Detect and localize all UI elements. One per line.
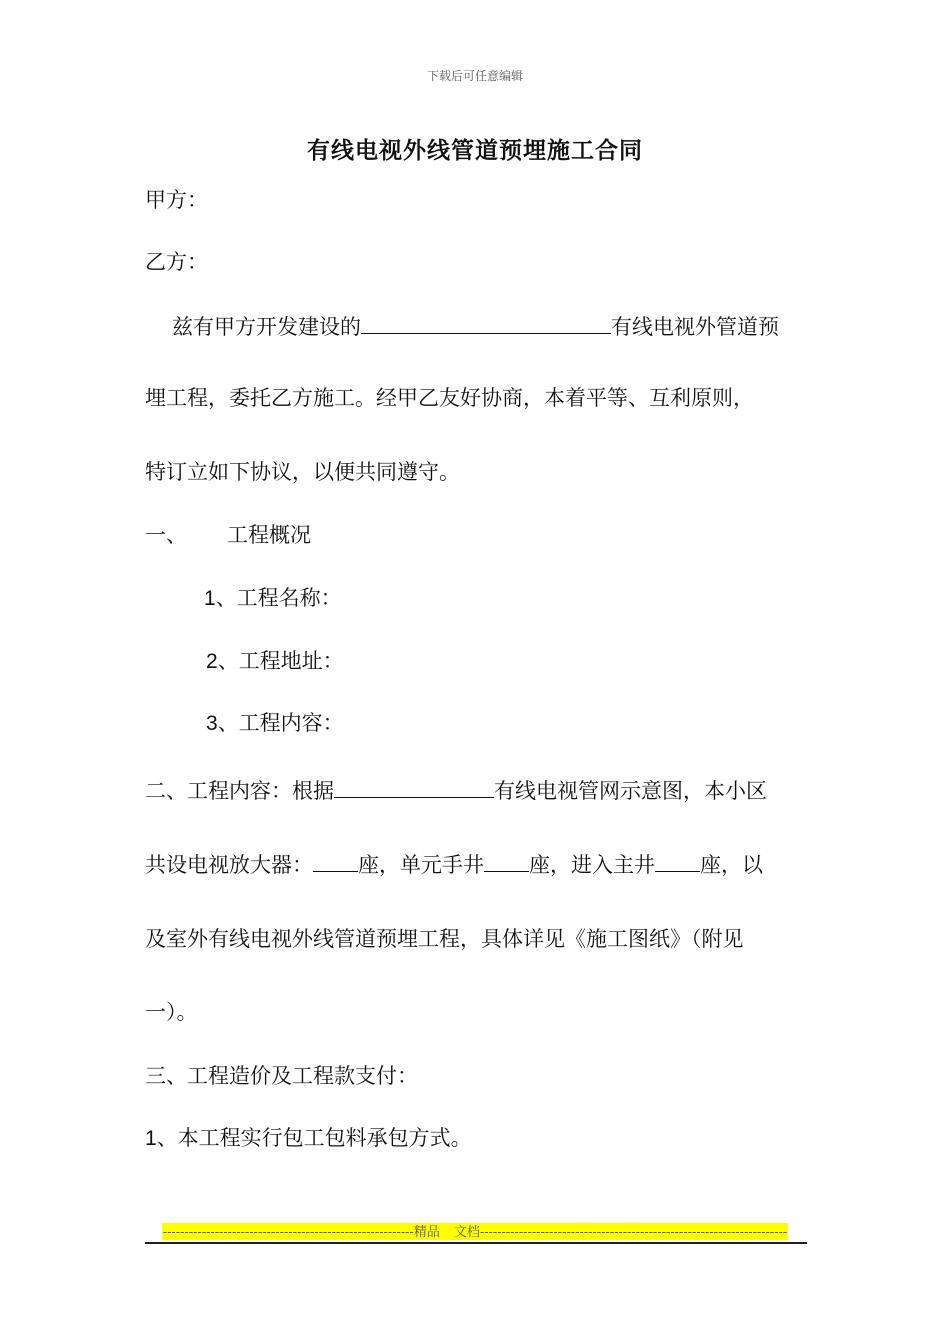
document-title: 有线电视外线管道预埋施工合同 <box>307 137 643 164</box>
section-1-item-1 <box>204 584 342 613</box>
section-2-line-3: 及室外有线电视外线管道预埋工程，具体详见《施工图纸》（附见 <box>145 927 744 951</box>
unit-well-count-blank <box>484 849 529 872</box>
item-number: 3 <box>206 712 218 735</box>
item-label: 、工程地址： <box>217 649 344 673</box>
intro-line-3: 特订立如下协议，以便共同遵守。 <box>145 460 460 484</box>
section-1-item-2 <box>206 647 344 676</box>
section-2-line-2 <box>145 849 763 879</box>
amplifier-count-blank <box>313 849 358 872</box>
footer-dashes-left: ---------------------------------------------------------- <box>162 1224 414 1239</box>
section-2-text-before-blank: 二、工程内容：根据 <box>145 779 334 803</box>
item-number: 1 <box>204 587 216 610</box>
section-1-heading <box>145 521 311 549</box>
main-well-label: 座，进入主井 <box>529 853 655 877</box>
unit-well-label: 座，单元手井 <box>358 853 484 877</box>
footer-label-2: 文档 <box>453 1225 480 1240</box>
intro-text-after-blank: 有线电视外管道预 <box>611 315 779 339</box>
item-number: 1 <box>145 1127 157 1150</box>
section-1-number: 一、 <box>145 523 187 547</box>
section-1-item-3 <box>206 709 344 738</box>
line-2-ending: 座，以 <box>700 853 763 877</box>
party-a-label: 甲方： <box>145 188 208 212</box>
intro-text-before-blank: 兹有甲方开发建设的 <box>172 315 361 339</box>
item-label: 、工程名称： <box>215 586 342 610</box>
amplifier-label: 共设电视放大器： <box>145 853 313 877</box>
section-3-item-1 <box>145 1124 472 1153</box>
diagram-name-blank <box>334 775 494 798</box>
header-note: 下载后可任意编辑 <box>426 69 523 83</box>
intro-line-1 <box>172 311 779 341</box>
footer-band <box>162 1223 788 1240</box>
project-name-blank <box>361 311 611 334</box>
footer-label-1: 精品 <box>413 1225 440 1240</box>
intro-line-2: 埋工程，委托乙方施工。经甲乙友好协商，本着平等、互利原则， <box>145 386 754 410</box>
item-number: 2 <box>206 650 218 673</box>
section-3-heading: 三、工程造价及工程款支付： <box>145 1064 418 1088</box>
footer-dashes-right: ----------------------------------------------------------------------- <box>479 1224 788 1239</box>
section-2-line-1 <box>145 775 767 805</box>
party-b-label: 乙方： <box>145 250 208 274</box>
section-1-title: 工程概况 <box>227 523 311 547</box>
item-label: 、工程内容： <box>217 711 344 735</box>
section-2-line-4: 一）。 <box>145 1000 198 1024</box>
footer-rule <box>145 1242 807 1244</box>
item-text: 、本工程实行包工包料承包方式。 <box>156 1126 472 1150</box>
section-2-text-after-blank: 有线电视管网示意图，本小区 <box>494 779 767 803</box>
main-well-count-blank <box>655 849 700 872</box>
